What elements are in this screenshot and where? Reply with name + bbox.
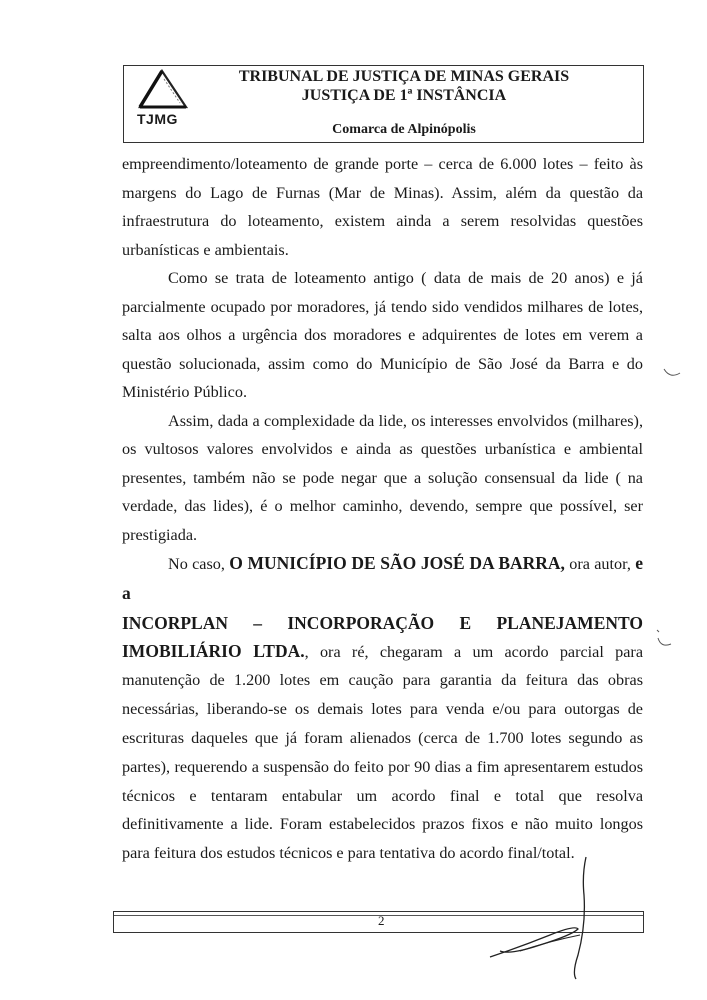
page-number: 2 — [378, 913, 385, 928]
party-company-word-1: INCORPLAN — [122, 612, 228, 633]
paragraph-4-rest: , ora ré, chegaram a um acordo parcial para manutenção de 1.200 lotes em caução para garantia da feitura das obras necessárias, liberando-se os demais lotes para venda e/ou para outorgas de escrituras daqueles que já foram alienados (cerca de 1.700 lotes segundo as partes), requerendo a suspensão do feito por 90 dias a fim apresentarem estudos técnicos e tentaram entabular um acordo final e total que resolva definitivamente a lide. Foram estabelecidos prazos fixos e não muito longos para feitura dos estudos técnicos e para tentativa do acordo final/total. — [122, 642, 644, 863]
party-company-end: IMOBILIÁRIO LTDA. — [122, 640, 305, 661]
paragraph-1: empreendimento/loteamento de grande porte – cerca de 6.000 lotes – feito às margens do Lago de Furnas (Mar de Minas). Assim, além da questão da infraestrutura do loteamento, existem ainda a serem resolvidas questões urbanísticas e ambientais. — [122, 155, 643, 259]
paragraph-4 — [122, 549, 643, 868]
margin-mark-icon — [662, 365, 682, 381]
party-company-word-2: – — [253, 612, 263, 633]
paragraph-4-mid: ora autor, — [569, 555, 631, 573]
document-body — [122, 150, 643, 868]
paragraph-4-and: e a — [122, 553, 644, 603]
paragraph-4-intro: No caso, — [168, 555, 225, 573]
court-district: Comarca de Alpinópolis — [332, 122, 476, 137]
paragraph-3: Assim, dada a complexidade da lide, os interesses envolvidos (milhares), os vultosos valores envolvidos e ainda as questões urbanística e ambiental presentes, também não se pode negar que a solução consensual da lide ( na verdade, das lides), é o melhor caminho, devendo, sempre que possível, ser prestigiada. — [122, 411, 643, 544]
triangle-logo-icon — [134, 69, 194, 114]
court-name: TRIBUNAL DE JUSTIÇA DE MINAS GERAIS — [238, 68, 570, 85]
signature-icon — [480, 855, 590, 980]
party-company-word-5: PLANEJAMENTO — [496, 612, 643, 633]
paragraph-4-body — [122, 637, 643, 868]
party-municipality: O MUNICÍPIO DE SÃO JOSÉ DA BARRA, — [229, 553, 565, 573]
party-company-line — [122, 609, 643, 637]
court-instance: JUSTIÇA DE 1ª INSTÂNCIA — [301, 87, 507, 104]
party-company-word-4: E — [459, 612, 472, 633]
paragraph-2: Como se trata de loteamento antigo ( data de mais de 20 anos) e já parcialmente ocupado por moradores, já tendo sido vendidos milhares de lotes, salta aos olhos a urgência dos moradores e adquirentes de lotes em verem a questão solucionada, assim como do Município de São José da Barra e do Ministério Público. — [122, 269, 643, 401]
logo-text: TJMG — [137, 111, 178, 127]
tjmg-logo — [134, 69, 194, 139]
document-header — [123, 65, 644, 143]
party-company-word-3: INCORPORAÇÃO — [287, 612, 435, 633]
margin-mark-icon — [655, 628, 675, 654]
